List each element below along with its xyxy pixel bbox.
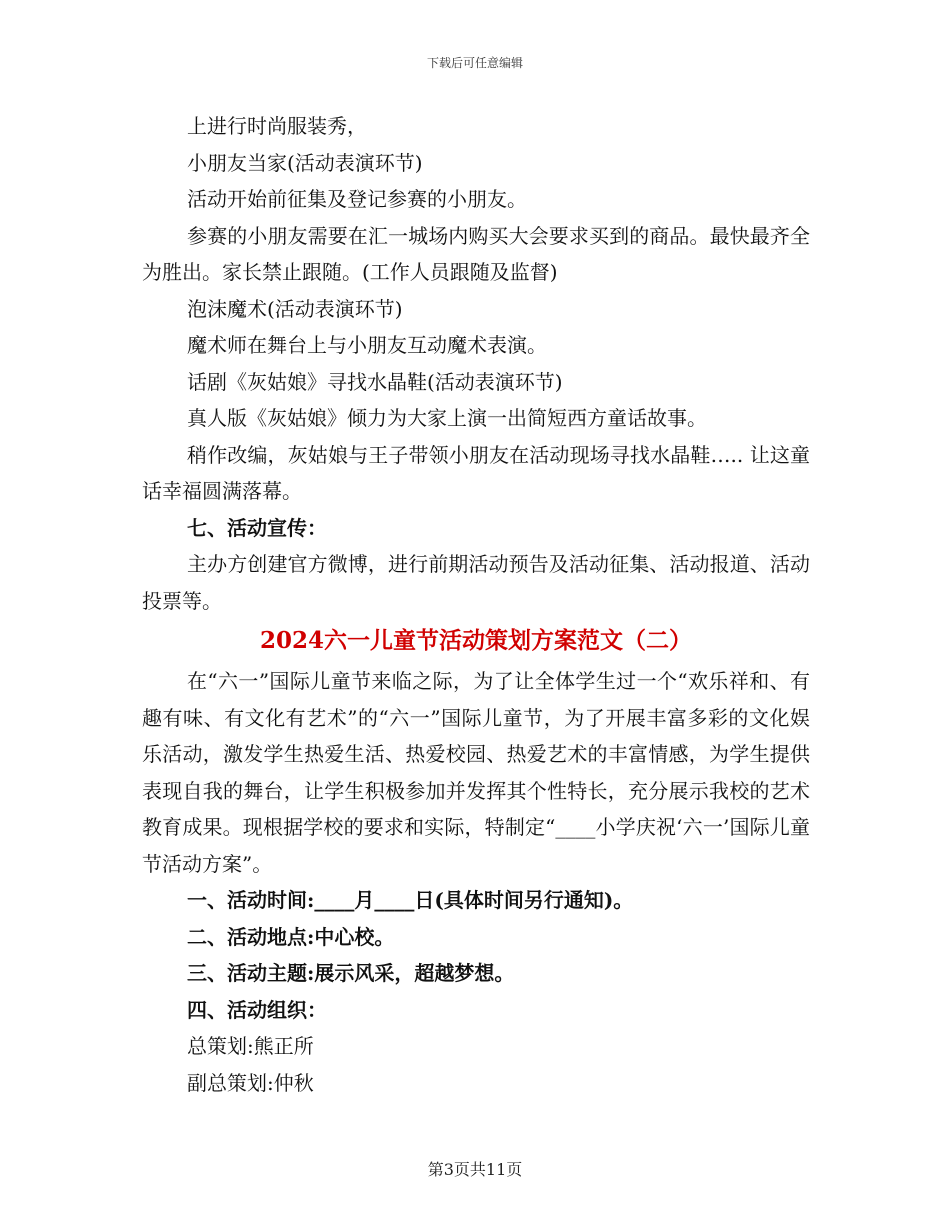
- text-line: 话剧《灰姑娘》寻找水晶鞋(活动表演环节): [187, 369, 563, 394]
- paragraph-intro: 在“六一”国际儿童节来临之际，为了让全体学生过一个“欢乐祥和、有趣有味、有文化有艺术”的“六一”国际儿童节，为了开展丰富多彩的文化娱乐活动，激发学生热爱生活、热爱校园、热爱艺术的丰富情感，为学生提供表现自我的舞台，让学生积极参加并发挥其个性特长，充分展示我校的艺术教育成果。现根据学校的要求和实际，特制定“____小学庆祝‘六一’国际儿童节活动方案”。: [142, 669, 810, 876]
- document-body: [142, 108, 810, 1101]
- paragraph-shopping: 参赛的小朋友需要在汇一城场内购买大会要求买到的商品。最快最齐全为胜出。家长禁止跟随。(工作人员跟随及监督): [142, 223, 810, 284]
- page-footer: 第3页共11页: [427, 1160, 523, 1179]
- text-line: 小朋友当家(活动表演环节): [187, 150, 423, 175]
- text-line: 活动开始前征集及登记参赛的小朋友。: [187, 187, 527, 211]
- text-line: 真人版《灰姑娘》倾力为大家上演一出简短西方童话故事。: [187, 406, 707, 430]
- paragraph-adapt: 稍作改编，灰姑娘与王子带领小朋友在活动现场寻找水晶鞋….. 让这童话幸福圆满落幕。: [142, 442, 810, 503]
- text-line: 泡沫魔术(活动表演环节): [187, 296, 403, 321]
- text-line: 上进行时尚服装秀，: [187, 114, 367, 138]
- org-line: 总策划:熊正所: [187, 1034, 314, 1058]
- heading-promotion: 七、活动宣传：: [187, 515, 327, 540]
- org-line: 副总策划:仲秋: [187, 1070, 314, 1095]
- heading-organization: 四、活动组织：: [187, 997, 327, 1022]
- heading-place: 二、活动地点:中心校。: [187, 924, 395, 949]
- text-line: 魔术师在舞台上与小朋友互动魔术表演。: [187, 333, 547, 357]
- paragraph-promotion: 主办方创建官方微博，进行前期活动预告及活动征集、活动报道、活动投票等。: [142, 552, 810, 613]
- page-header: 下载后可任意编辑: [426, 56, 523, 70]
- heading-theme: 三、活动主题:展示风采，超越梦想。: [187, 961, 515, 985]
- heading-time: 一、活动时间:____月____日(具体时间另行通知)。: [187, 888, 634, 912]
- section-title: 2024六一儿童节活动策划方案范文（二）: [259, 627, 692, 654]
